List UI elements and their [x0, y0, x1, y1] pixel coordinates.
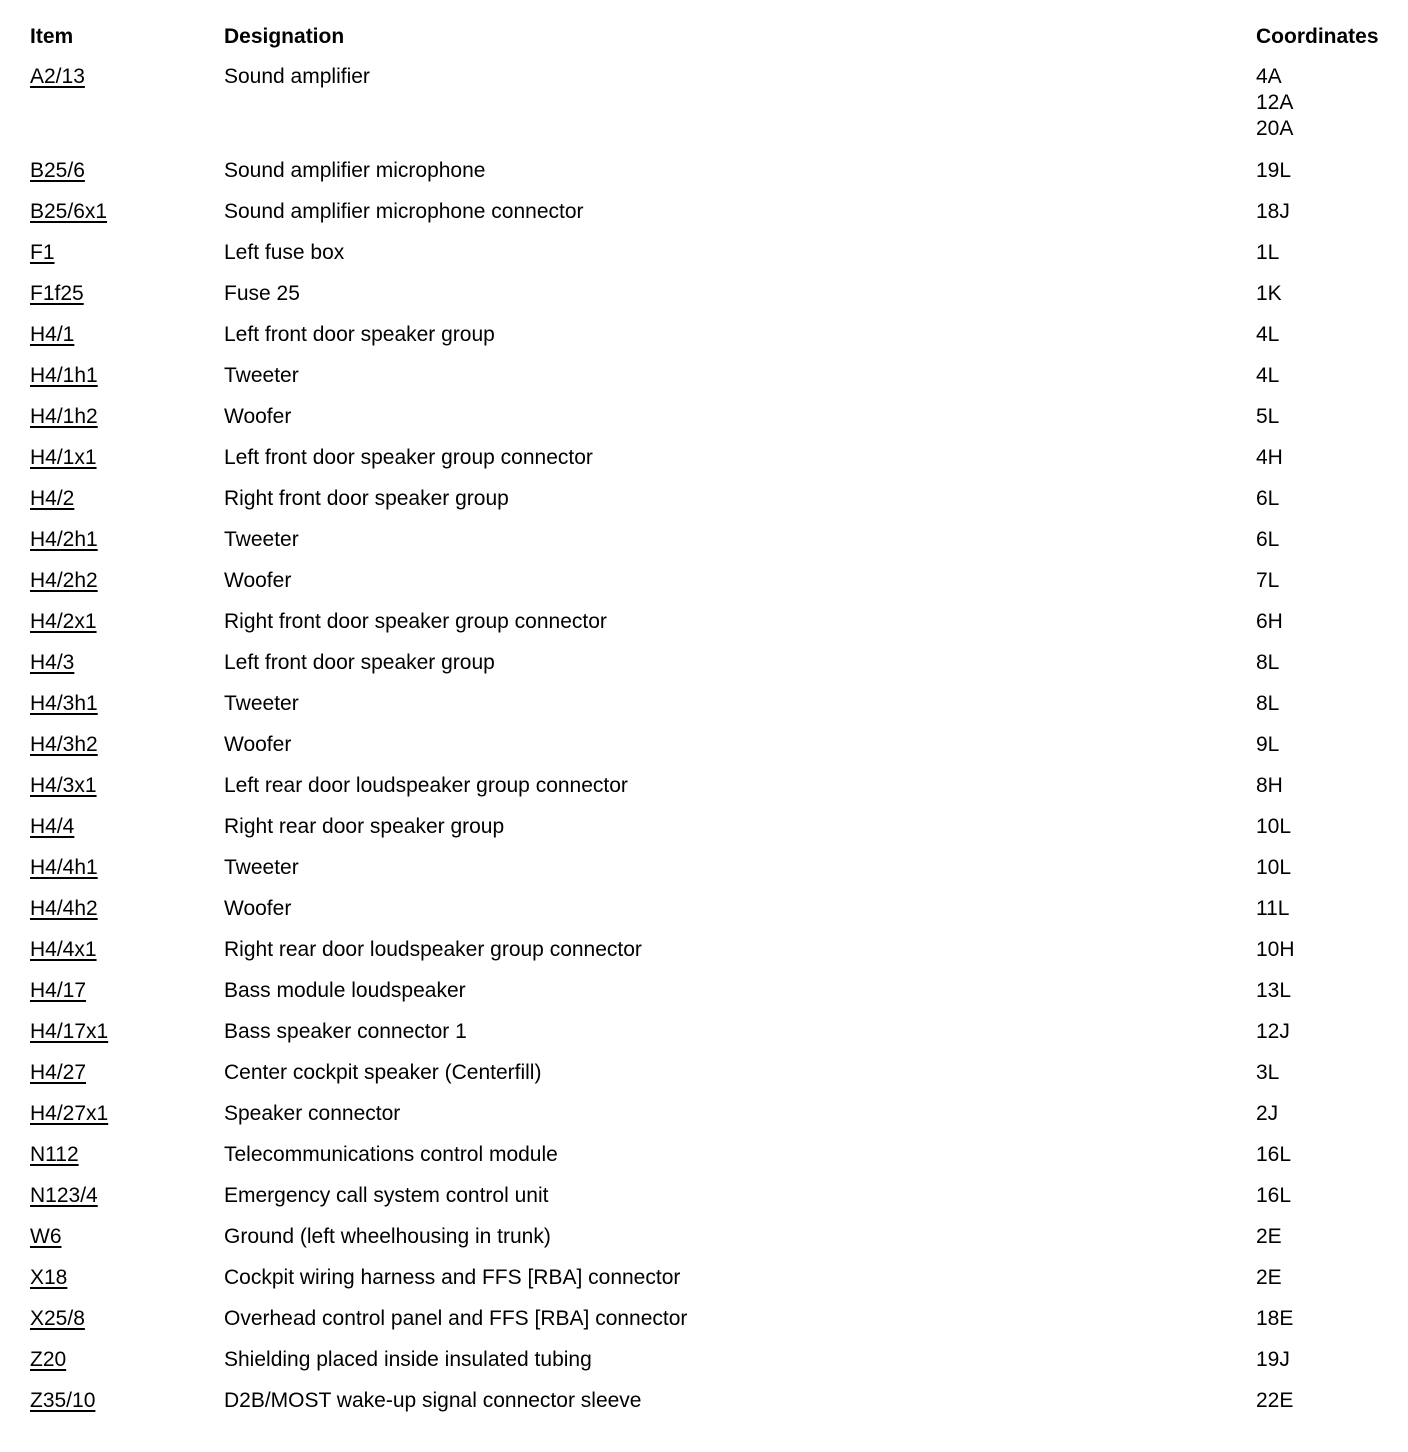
- item-link[interactable]: N112: [30, 1143, 79, 1166]
- item-cell: [30, 568, 224, 594]
- coordinates-cell: [1256, 732, 1400, 758]
- table-row: [30, 609, 1400, 650]
- coordinate-value: 2E: [1256, 1266, 1282, 1289]
- item-link[interactable]: H4/17: [30, 979, 87, 1002]
- table-row: [30, 650, 1400, 691]
- coordinate-value: 12A: [1256, 91, 1294, 114]
- item-link[interactable]: H4/2: [30, 487, 75, 510]
- item-cell: [30, 240, 224, 266]
- coordinate-value: 2J: [1256, 1102, 1279, 1125]
- coordinates-cell: [1256, 158, 1400, 184]
- item-link[interactable]: B25/6x1: [30, 200, 108, 223]
- header-coordinates: Coordinates: [1256, 25, 1379, 48]
- item-link[interactable]: H4/1x1: [30, 446, 97, 469]
- designation-cell: Cockpit wiring harness and FFS [RBA] connector: [224, 1266, 681, 1289]
- item-link[interactable]: H4/1h2: [30, 405, 98, 428]
- component-legend-table: [30, 24, 1400, 1429]
- coordinates-cell: [1256, 240, 1400, 266]
- coordinate-value: 4L: [1256, 323, 1280, 346]
- table-row: [30, 814, 1400, 855]
- item-link[interactable]: Z20: [30, 1348, 67, 1371]
- table-row: [30, 1142, 1400, 1183]
- table-row: [30, 404, 1400, 445]
- coordinate-value: 7L: [1256, 569, 1280, 592]
- designation-cell: Sound amplifier microphone connector: [224, 200, 584, 223]
- coordinate-value: 8H: [1256, 774, 1283, 797]
- coordinate-value: 13L: [1256, 979, 1292, 1002]
- item-cell: [30, 1101, 224, 1127]
- item-link[interactable]: F1: [30, 241, 55, 264]
- coordinates-cell: [1256, 1183, 1400, 1209]
- table-row: [30, 1183, 1400, 1224]
- table-row: [30, 1388, 1400, 1429]
- item-link[interactable]: B25/6: [30, 159, 85, 182]
- item-link[interactable]: H4/2x1: [30, 610, 97, 633]
- item-link[interactable]: A2/13: [30, 65, 85, 88]
- coordinate-value: 8L: [1256, 692, 1280, 715]
- item-link[interactable]: X18: [30, 1266, 68, 1289]
- item-link[interactable]: Z35/10: [30, 1389, 96, 1412]
- coordinates-cell: [1256, 445, 1400, 471]
- designation-cell: Woofer: [224, 405, 292, 428]
- coordinate-value: 6L: [1256, 487, 1280, 510]
- coordinates-cell: [1256, 1142, 1400, 1168]
- designation-cell: Fuse 25: [224, 282, 300, 305]
- designation-cell: Woofer: [224, 733, 292, 756]
- coordinates-cell: [1256, 281, 1400, 307]
- designation-cell: Tweeter: [224, 692, 299, 715]
- item-cell: [30, 363, 224, 389]
- item-cell: [30, 691, 224, 717]
- item-link[interactable]: X25/8: [30, 1307, 85, 1330]
- coordinates-cell: [1256, 1347, 1400, 1373]
- table-row: [30, 486, 1400, 527]
- item-link[interactable]: H4/17x1: [30, 1020, 109, 1043]
- coordinate-value: 3L: [1256, 1061, 1280, 1084]
- coordinates-cell: [1256, 322, 1400, 348]
- table-row: [30, 1224, 1400, 1265]
- designation-cell: Bass module loudspeaker: [224, 979, 466, 1002]
- item-link[interactable]: H4/2h1: [30, 528, 98, 551]
- coordinate-value: 19J: [1256, 1348, 1290, 1371]
- coordinate-value: 12J: [1256, 1020, 1290, 1043]
- item-cell: [30, 281, 224, 307]
- coordinates-cell: [1256, 609, 1400, 635]
- coordinate-value: 1L: [1256, 241, 1280, 264]
- coordinates-cell: [1256, 199, 1400, 225]
- coordinate-value: 16L: [1256, 1184, 1292, 1207]
- item-cell: [30, 773, 224, 799]
- designation-cell: Left front door speaker group connector: [224, 446, 593, 469]
- coordinates-cell: [1256, 896, 1400, 922]
- table-row: [30, 978, 1400, 1019]
- coordinate-value: 10L: [1256, 815, 1292, 838]
- coordinates-cell: [1256, 1060, 1400, 1086]
- table-row: [30, 322, 1400, 363]
- designation-cell: Bass speaker connector 1: [224, 1020, 467, 1043]
- designation-cell: Sound amplifier microphone: [224, 159, 486, 182]
- table-row: [30, 158, 1400, 199]
- designation-cell: Sound amplifier: [224, 65, 370, 88]
- item-cell: [30, 404, 224, 430]
- table-row: [30, 527, 1400, 568]
- designation-cell: Left fuse box: [224, 241, 345, 264]
- item-link[interactable]: H4/2h2: [30, 569, 98, 592]
- item-cell: [30, 64, 224, 90]
- table-row: [30, 1101, 1400, 1142]
- designation-cell: Tweeter: [224, 528, 299, 551]
- coordinate-value: 20A: [1256, 117, 1294, 140]
- item-link[interactable]: H4/1: [30, 323, 75, 346]
- item-cell: [30, 814, 224, 840]
- designation-cell: Ground (left wheelhousing in trunk): [224, 1225, 551, 1248]
- item-link[interactable]: F1f25: [30, 282, 84, 305]
- item-link[interactable]: H4/3h1: [30, 692, 98, 715]
- item-cell: [30, 527, 224, 553]
- item-cell: [30, 486, 224, 512]
- table-row: [30, 64, 1400, 158]
- designation-cell: Tweeter: [224, 364, 299, 387]
- coordinates-cell: [1256, 650, 1400, 676]
- coordinate-value: 9L: [1256, 733, 1280, 756]
- designation-cell: Woofer: [224, 897, 292, 920]
- coordinates-cell: [1256, 1224, 1400, 1250]
- coordinate-value: 16L: [1256, 1143, 1292, 1166]
- designation-cell: Speaker connector: [224, 1102, 401, 1125]
- coordinate-value: 4H: [1256, 446, 1283, 469]
- item-cell: [30, 158, 224, 184]
- table-row: [30, 1347, 1400, 1388]
- item-link[interactable]: H4/3: [30, 651, 75, 674]
- coordinate-value: 18E: [1256, 1307, 1294, 1330]
- coordinate-value: 5L: [1256, 405, 1280, 428]
- designation-cell: Emergency call system control unit: [224, 1184, 549, 1207]
- item-cell: [30, 650, 224, 676]
- coordinates-cell: [1256, 773, 1400, 799]
- table-row: [30, 1060, 1400, 1101]
- table-row: [30, 691, 1400, 732]
- table-row: [30, 363, 1400, 404]
- coordinates-cell: [1256, 1388, 1400, 1414]
- item-link[interactable]: H4/27: [30, 1061, 87, 1084]
- coordinate-value: 10H: [1256, 938, 1295, 961]
- coordinates-cell: [1256, 1306, 1400, 1332]
- table-row: [30, 199, 1400, 240]
- item-cell: [30, 1060, 224, 1086]
- table-row: [30, 240, 1400, 281]
- item-link[interactable]: N123/4: [30, 1184, 98, 1207]
- coordinate-value: 10L: [1256, 856, 1292, 879]
- header-item: Item: [30, 25, 74, 48]
- coordinates-cell: [1256, 978, 1400, 1004]
- item-cell: [30, 855, 224, 881]
- item-cell: [30, 1142, 224, 1168]
- item-cell: [30, 1183, 224, 1209]
- coordinates-cell: [1256, 404, 1400, 430]
- item-cell: [30, 322, 224, 348]
- item-cell: [30, 1224, 224, 1250]
- item-cell: [30, 1347, 224, 1373]
- coordinates-cell: [1256, 937, 1400, 963]
- coordinate-value: 4A: [1256, 65, 1282, 88]
- coordinates-cell: [1256, 363, 1400, 389]
- coordinates-cell: [1256, 1019, 1400, 1045]
- coordinates-cell: [1256, 1265, 1400, 1291]
- designation-cell: Center cockpit speaker (Centerfill): [224, 1061, 542, 1084]
- coordinates-cell: [1256, 64, 1400, 142]
- item-cell: [30, 978, 224, 1004]
- coordinates-cell: [1256, 486, 1400, 512]
- coordinate-value: 11L: [1256, 897, 1290, 920]
- coordinate-value: 2E: [1256, 1225, 1282, 1248]
- item-cell: [30, 609, 224, 635]
- item-cell: [30, 937, 224, 963]
- item-link[interactable]: H4/4: [30, 815, 75, 838]
- item-cell: [30, 1388, 224, 1414]
- designation-cell: Tweeter: [224, 856, 299, 879]
- table-row: [30, 1265, 1400, 1306]
- item-cell: [30, 1306, 224, 1332]
- coordinate-value: 6L: [1256, 528, 1280, 551]
- item-link[interactable]: H4/3x1: [30, 774, 97, 797]
- table-header: [30, 24, 1400, 64]
- item-cell: [30, 1265, 224, 1291]
- table-row: [30, 855, 1400, 896]
- table-row: [30, 1019, 1400, 1060]
- table-row: [30, 896, 1400, 937]
- coordinate-value: 6H: [1256, 610, 1283, 633]
- item-cell: [30, 445, 224, 471]
- item-cell: [30, 732, 224, 758]
- table-row: [30, 732, 1400, 773]
- designation-cell: Right rear door speaker group: [224, 815, 505, 838]
- item-cell: [30, 896, 224, 922]
- coordinate-value: 8L: [1256, 651, 1280, 674]
- table-row: [30, 937, 1400, 978]
- item-link[interactable]: H4/3h2: [30, 733, 98, 756]
- designation-cell: Woofer: [224, 569, 292, 592]
- coordinates-cell: [1256, 568, 1400, 594]
- coordinate-value: 18J: [1256, 200, 1290, 223]
- table-row: [30, 1306, 1400, 1347]
- coordinates-cell: [1256, 691, 1400, 717]
- coordinates-cell: [1256, 855, 1400, 881]
- table-row: [30, 445, 1400, 486]
- designation-cell: Right front door speaker group: [224, 487, 509, 510]
- item-link[interactable]: W6: [30, 1225, 62, 1248]
- coordinates-cell: [1256, 527, 1400, 553]
- coordinate-value: 22E: [1256, 1389, 1294, 1412]
- item-link[interactable]: H4/1h1: [30, 364, 98, 387]
- coordinates-cell: [1256, 1101, 1400, 1127]
- designation-cell: Left front door speaker group: [224, 651, 495, 674]
- designation-cell: Left rear door loudspeaker group connector: [224, 774, 628, 797]
- designation-cell: Right rear door loudspeaker group connector: [224, 938, 642, 961]
- designation-cell: Overhead control panel and FFS [RBA] connector: [224, 1307, 688, 1330]
- coordinate-value: 1K: [1256, 282, 1282, 305]
- item-link[interactable]: H4/4h2: [30, 897, 98, 920]
- table-row: [30, 568, 1400, 609]
- table-row: [30, 281, 1400, 322]
- item-link[interactable]: H4/4x1: [30, 938, 97, 961]
- item-cell: [30, 199, 224, 225]
- table-row: [30, 773, 1400, 814]
- item-cell: [30, 1019, 224, 1045]
- header-designation: Designation: [224, 25, 345, 48]
- item-link[interactable]: H4/27x1: [30, 1102, 109, 1125]
- designation-cell: Right front door speaker group connector: [224, 610, 607, 633]
- coordinate-value: 4L: [1256, 364, 1280, 387]
- coordinates-cell: [1256, 814, 1400, 840]
- designation-cell: Left front door speaker group: [224, 323, 495, 346]
- item-link[interactable]: H4/4h1: [30, 856, 98, 879]
- coordinate-value: 19L: [1256, 159, 1292, 182]
- table-body: [30, 64, 1400, 1429]
- designation-cell: Telecommunications control module: [224, 1143, 558, 1166]
- designation-cell: D2B/MOST wake-up signal connector sleeve: [224, 1389, 642, 1412]
- designation-cell: Shielding placed inside insulated tubing: [224, 1348, 592, 1371]
